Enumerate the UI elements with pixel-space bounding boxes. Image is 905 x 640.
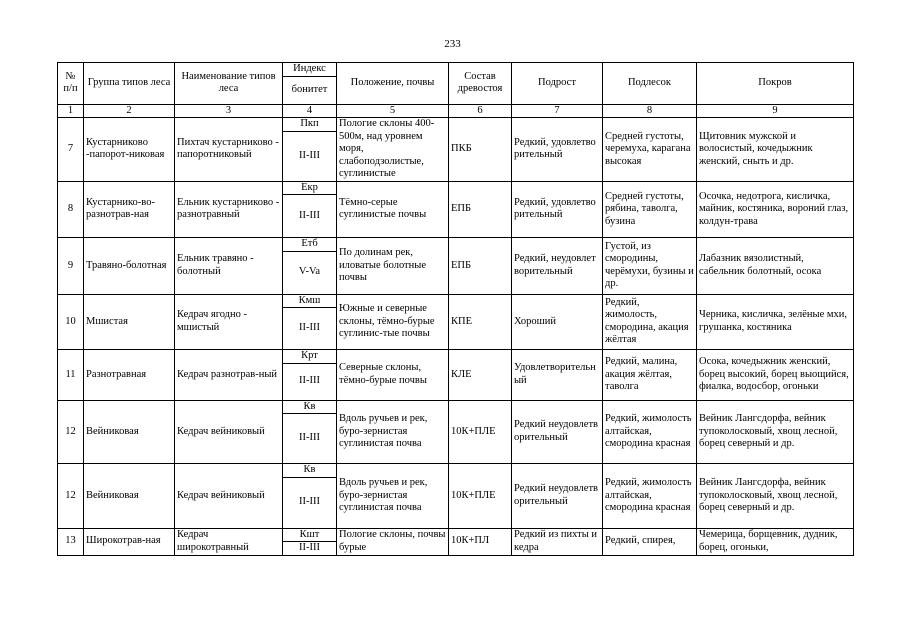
row-number: 9 xyxy=(58,238,84,295)
forest-group: Кустарнико-во-разнотрав-ная xyxy=(84,181,175,238)
underbrush: Редкий, жимолость алтайская, смородина красная xyxy=(603,464,697,529)
position-soils: Тёмно-серые суглинистые почвы xyxy=(337,181,449,238)
column-number: 8 xyxy=(603,104,697,118)
forest-type-name: Кедрач вейниковый xyxy=(175,400,283,464)
stand-composition: КПЕ xyxy=(449,294,512,350)
row-number: 7 xyxy=(58,118,84,182)
ground-cover: Лабазник вязолистный, сабельник болотный, осока xyxy=(697,238,854,295)
table-row xyxy=(58,528,854,542)
row-number: 12 xyxy=(58,464,84,529)
column-number: 7 xyxy=(512,104,603,118)
column-number: 6 xyxy=(449,104,512,118)
row-number: 8 xyxy=(58,181,84,238)
undergrowth: Редкий неудовлетворительный xyxy=(512,400,603,464)
undergrowth: Редкий, неудовлетворительный xyxy=(512,238,603,295)
table-row xyxy=(58,400,854,414)
underbrush: Редкий, спирея, xyxy=(603,528,697,555)
undergrowth: Редкий, удовлетворительный xyxy=(512,118,603,182)
table-row xyxy=(58,238,854,252)
stand-composition: 10К+ПЛЕ xyxy=(449,464,512,529)
forest-index: Кв xyxy=(283,400,337,414)
forest-type-name: Кедрач широкотравный xyxy=(175,528,283,555)
position-soils: Пологие склоны 400-500м, над уровнем моря, слабоподзолистые, суглинистые xyxy=(337,118,449,182)
position-soils: Северные склоны, тёмно-бурые почвы xyxy=(337,350,449,401)
header-index: Индекс xyxy=(283,63,337,77)
forest-group: Кустарниково -папорот-никовая xyxy=(84,118,175,182)
position-soils: Вдоль ручьев и рек, буро-зернистая суглинистая почва xyxy=(337,400,449,464)
underbrush: Редкий, жимолость, смородина, акация жёлтая xyxy=(603,294,697,350)
column-number: 5 xyxy=(337,104,449,118)
undergrowth: Удовлетворительный xyxy=(512,350,603,401)
forest-index: Етб xyxy=(283,238,337,252)
forest-type-name: Ельник кустарниково - разнотравный xyxy=(175,181,283,238)
undergrowth: Хороший xyxy=(512,294,603,350)
header-composition: Состав древостоя xyxy=(449,63,512,105)
bonitet: II-III xyxy=(283,542,337,556)
bonitet: II-III xyxy=(283,308,337,350)
underbrush: Средней густоты, рябина, таволга, бузина xyxy=(603,181,697,238)
stand-composition: 10К+ПЛ xyxy=(449,528,512,555)
undergrowth: Редкий неудовлетворительный xyxy=(512,464,603,529)
header-bonitet: бонитет xyxy=(283,76,337,104)
forest-type-name: Кедрач вейниковый xyxy=(175,464,283,529)
bonitet: V-Va xyxy=(283,251,337,294)
undergrowth: Редкий, удовлетворительный xyxy=(512,181,603,238)
underbrush: Редкий, жимолость алтайская, смородина красная xyxy=(603,400,697,464)
bonitet: II-III xyxy=(283,363,337,400)
ground-cover: Чемерица, борщевник, дудник, борец, огоньки, xyxy=(697,528,854,555)
table-row xyxy=(58,181,854,195)
forest-index: Кшт xyxy=(283,528,337,542)
position-soils: Южные и северные склоны, тёмно-бурые суглинис-тые почвы xyxy=(337,294,449,350)
column-numbers-row xyxy=(58,104,854,118)
forest-types-table xyxy=(57,62,854,556)
position-soils: Пологие склоны, почвы бурые xyxy=(337,528,449,555)
column-number: 9 xyxy=(697,104,854,118)
bonitet: II-III xyxy=(283,477,337,528)
forest-group: Разнотравная xyxy=(84,350,175,401)
stand-composition: ЕПБ xyxy=(449,238,512,295)
undergrowth: Редкий из пихты и кедра xyxy=(512,528,603,555)
ground-cover: Вейник Лангсдорфа, вейник тупоколосковый, хвощ лесной, борец северный и др. xyxy=(697,400,854,464)
position-soils: Вдоль ручьев и рек, буро-зернистая суглинистая почва xyxy=(337,464,449,529)
table-row xyxy=(58,350,854,364)
column-number: 4 xyxy=(283,104,337,118)
row-number: 10 xyxy=(58,294,84,350)
forest-type-name: Кедрач ягодно - мшистый xyxy=(175,294,283,350)
bonitet: II-III xyxy=(283,414,337,464)
column-number: 1 xyxy=(58,104,84,118)
bonitet: II-III xyxy=(283,131,337,181)
ground-cover: Вейник Лангсдорфа, вейник тупоколосковый, хвощ лесной, борец северный и др. xyxy=(697,464,854,529)
table-body xyxy=(58,118,854,556)
table-row xyxy=(58,294,854,308)
ground-cover: Осока, кочедыжник женский, борец высокий, борец выощийся, фиалка, водосбор, огоньки xyxy=(697,350,854,401)
page-number: 233 xyxy=(444,38,461,50)
table-row xyxy=(58,118,854,132)
underbrush: Густой, из смородины, черёмухи, бузины и др. xyxy=(603,238,697,295)
position-soils: По долинам рек, иловатые болотные почвы xyxy=(337,238,449,295)
underbrush: Средней густоты, черемуха, карагана высокая xyxy=(603,118,697,182)
forest-type-name: Кедрач разнотрав-ный xyxy=(175,350,283,401)
table-row xyxy=(58,464,854,478)
forest-group: Травяно-болотная xyxy=(84,238,175,295)
header-underbrush: Подлесок xyxy=(603,63,697,105)
table-header xyxy=(58,63,854,118)
forest-group: Мшистая xyxy=(84,294,175,350)
ground-cover: Щитовник мужской и волосистый, кочедыжник женский, сныть и др. xyxy=(697,118,854,182)
header-num: № п/п xyxy=(58,63,84,105)
bonitet: II-III xyxy=(283,195,337,238)
stand-composition: ЕПБ xyxy=(449,181,512,238)
forest-index: Кв xyxy=(283,464,337,478)
stand-composition: 10К+ПЛЕ xyxy=(449,400,512,464)
underbrush: Редкий, малина, акация жёлтая, таволга xyxy=(603,350,697,401)
header-group: Группа типов леса xyxy=(84,63,175,105)
ground-cover: Осочка, недотрога, кисличка, майник, костяника, вороний глаз, колдун-трава xyxy=(697,181,854,238)
forest-group: Вейниковая xyxy=(84,400,175,464)
forest-type-name: Пихтач кустарниково - папоротниковый xyxy=(175,118,283,182)
forest-index: Кмш xyxy=(283,294,337,308)
forest-index: Пкп xyxy=(283,118,337,132)
header-undergrowth: Подрост xyxy=(512,63,603,105)
stand-composition: ПКБ xyxy=(449,118,512,182)
row-number: 13 xyxy=(58,528,84,555)
ground-cover: Черника, кисличка, зелёные мхи, грушанка, костяника xyxy=(697,294,854,350)
row-number: 12 xyxy=(58,400,84,464)
forest-index: Екр xyxy=(283,181,337,195)
row-number: 11 xyxy=(58,350,84,401)
forest-type-name: Ельник травяно - болотный xyxy=(175,238,283,295)
forest-group: Вейниковая xyxy=(84,464,175,529)
column-number: 2 xyxy=(84,104,175,118)
header-position: Положение, почвы xyxy=(337,63,449,105)
header-name: Наименование типов леса xyxy=(175,63,283,105)
column-number: 3 xyxy=(175,104,283,118)
forest-group: Широкотрав-ная xyxy=(84,528,175,555)
stand-composition: КЛЕ xyxy=(449,350,512,401)
forest-index: Крт xyxy=(283,350,337,364)
header-cover: Покров xyxy=(697,63,854,105)
